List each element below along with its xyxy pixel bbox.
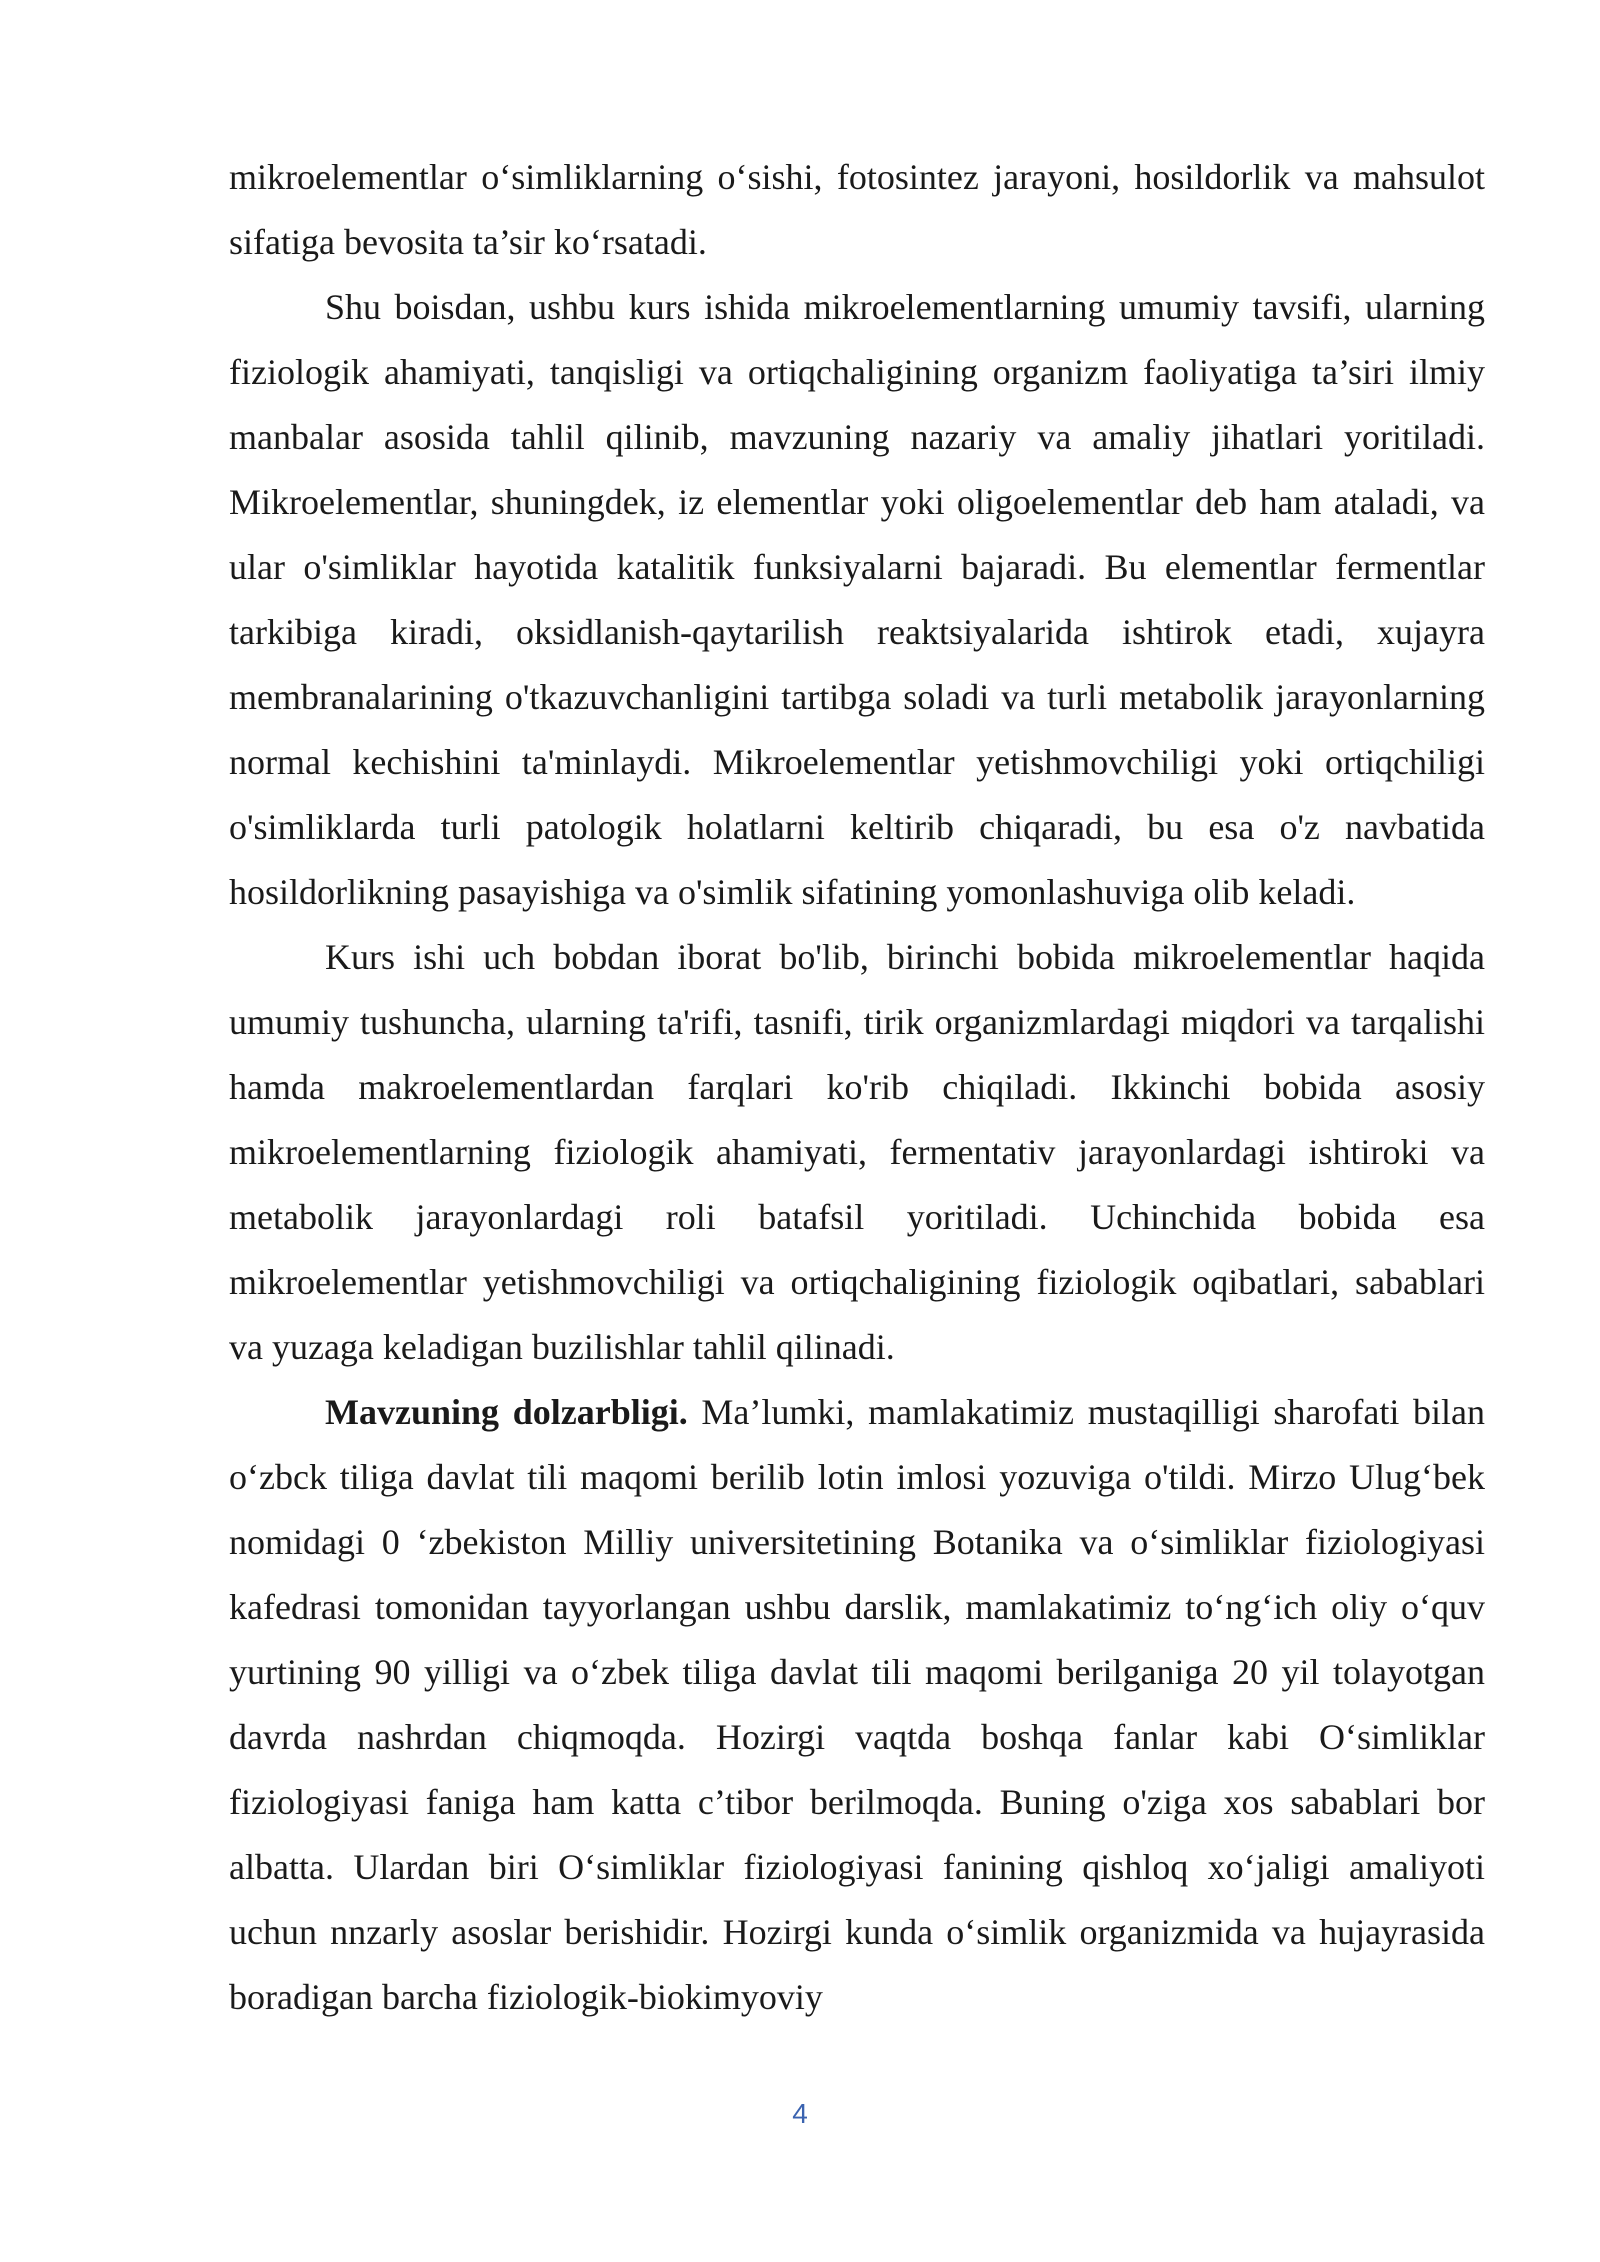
section-heading-relevance: Mavzuning dolzarbligi. bbox=[325, 1392, 688, 1432]
paragraph-relevance-text: Ma’lumki, mamlakatimiz mustaqilligi sharofati bilan o‘zbck tiliga davlat tili maqomi berilib lotin imlosi yozuviga o'tildi. Mirzo Ulug‘bek nomidagi 0 ‘zbekiston Milliy universitetining Botanika va o‘simliklar fiziologiyasi kafedrasi tomonidan tayyorlangan ushbu darslik, mamlakatimiz to‘ng‘ich oliy o‘quv yurtining 90 yilligi va o‘zbek tiliga davlat tili maqomi berilganiga 20 yil tolayotgan davrda nashrdan chiqmoqda. Hozirgi vaqtda boshqa fanlar kabi O‘simliklar fiziologiyasi faniga ham katta c’tibor berilmoqda. Buning o'ziga xos sabablari bor albatta. Ulardan biri O‘simliklar fiziologiyasi fanining qishloq xo‘jaligi amaliyoti uchun nnzarly asoslar berishidir. Hozirgi kunda o‘simlik organizmida va hujayrasida boradigan barcha fiziologik-biokimyoviy bbox=[229, 1392, 1485, 2017]
paragraph-structure: Kurs ishi uch bobdan iborat bo'lib, birinchi bobida mikroelementlar haqida umumiy tushuncha, ularning ta'rifi, tasnifi, tirik organizmlardagi miqdori va tarqalishi hamda makroelementlardan farqlari ko'rib chiqiladi. Ikkinchi bobida asosiy mikroelementlarning fiziologik ahamiyati, fermentativ jarayonlardagi ishtiroki va metabolik jarayonlardagi roli batafsil yoritiladi. Uchinchida bobida esa mikroelementlar yetishmovchiligi va ortiqchaligining fiziologik oqibatlari, sabablari va yuzaga keladigan buzilishlar tahlil qilinadi. bbox=[229, 937, 1485, 1367]
paragraph-relevance bbox=[229, 1380, 1485, 2030]
body-text bbox=[229, 145, 1485, 2030]
paragraph-continuation: mikroelementlar o‘simliklarning o‘sishi, fotosintez jarayoni, hosildorlik va mahsulot sifatiga bevosita ta’sir ko‘rsatadi. bbox=[229, 157, 1485, 262]
paragraph-purpose: Shu boisdan, ushbu kurs ishida mikroelementlarning umumiy tavsifi, ularning fiziologik ahamiyati, tanqisligi va ortiqchaligining organizm faoliyatiga ta’siri ilmiy manbalar asosida tahlil qilinib, mavzuning nazariy va amaliy jihatlari yoritiladi. Mikroelementlar, shuningdek, iz elementlar yoki oligoelementlar deb ham ataladi, va ular o'simliklar hayotida katalitik funksiyalarni bajaradi. Bu elementlar fermentlar tarkibiga kiradi, oksidlanish-qaytarilish reaktsiyalarida ishtirok etadi, xujayra membranalarining o'tkazuvchanligini tartibga soladi va turli metabolik jarayonlarning normal kechishini ta'minlaydi. Mikroelementlar yetishmovchiligi yoki ortiqchiligi o'simliklarda turli patologik holatlarni keltirib chiqaradi, bu esa o'z navbatida hosildorlikning pasayishiga va o'simlik sifatining yomonlashuviga olib keladi. bbox=[229, 287, 1485, 912]
page-number: 4 bbox=[792, 2098, 808, 2129]
